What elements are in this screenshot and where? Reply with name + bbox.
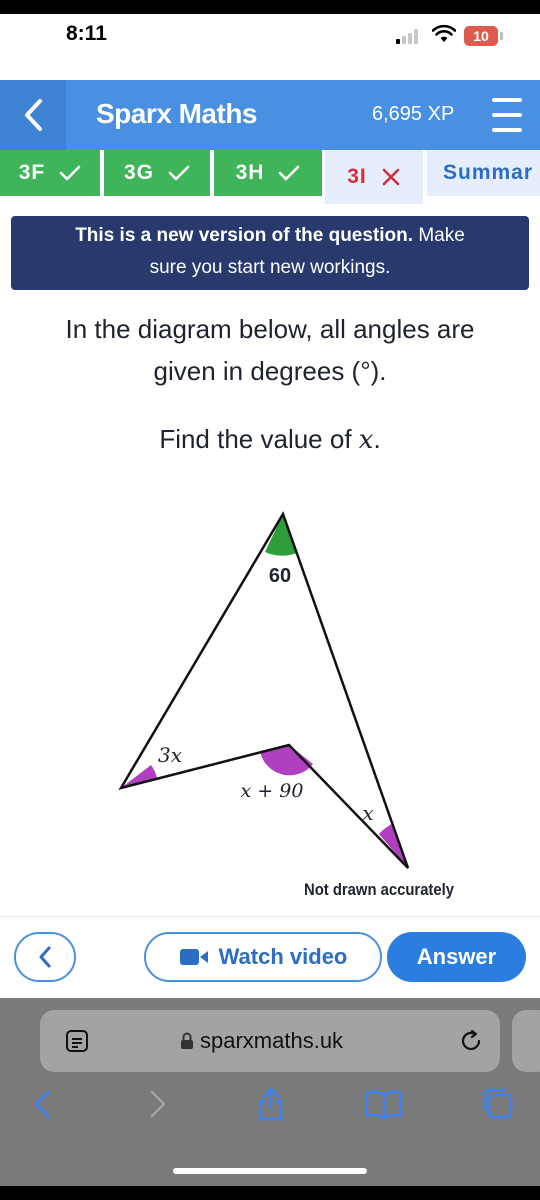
next-tab-preview[interactable] bbox=[512, 1010, 540, 1072]
xp-counter: 6,695 XP bbox=[372, 103, 455, 125]
question-line-2: given in degrees (°). bbox=[153, 356, 387, 386]
lock-icon bbox=[180, 1032, 194, 1050]
chevron-left-icon bbox=[37, 945, 53, 969]
tab-label: 3F bbox=[18, 161, 46, 184]
tab-label: 3G bbox=[123, 161, 154, 184]
share-icon[interactable] bbox=[255, 1086, 287, 1122]
browser-toolbar bbox=[0, 1086, 540, 1130]
angle-diagram bbox=[0, 500, 540, 910]
not-drawn-note: Not drawn accurately bbox=[304, 880, 455, 899]
home-indicator[interactable] bbox=[173, 1168, 367, 1174]
question-text bbox=[0, 308, 540, 392]
watch-video-label: Watch video bbox=[218, 944, 348, 969]
tab-3h[interactable] bbox=[214, 150, 322, 196]
cross-icon bbox=[381, 167, 401, 187]
tab-3g[interactable] bbox=[104, 150, 210, 196]
status-bar bbox=[0, 14, 540, 80]
answer-button[interactable]: Answer bbox=[387, 932, 526, 982]
tab-label: 3I bbox=[347, 165, 367, 188]
check-icon bbox=[278, 164, 300, 182]
angle-label-top: 60 bbox=[268, 565, 292, 587]
find-prefix: Find the value of bbox=[159, 424, 359, 454]
menu-icon-bar bbox=[492, 98, 522, 102]
top-black-band bbox=[0, 0, 540, 14]
browser-chrome bbox=[0, 998, 540, 1200]
browser-forward-icon[interactable] bbox=[146, 1086, 170, 1122]
battery-nub bbox=[500, 32, 503, 40]
menu-icon-bar bbox=[492, 113, 522, 117]
back-button[interactable] bbox=[0, 80, 66, 150]
tab-3i[interactable] bbox=[325, 150, 423, 204]
task-tabs bbox=[0, 150, 540, 204]
menu-icon-bar bbox=[492, 128, 522, 132]
angle-label-reflex: x + 90 bbox=[240, 780, 304, 802]
signal-icon bbox=[396, 28, 422, 44]
bottom-action-bar bbox=[0, 917, 540, 997]
chevron-left-icon bbox=[22, 98, 44, 132]
wifi-icon bbox=[432, 24, 456, 44]
notice-bold-text: This is a new version of the question. bbox=[75, 225, 414, 246]
address-bar[interactable] bbox=[40, 1010, 500, 1072]
question-line-1: In the diagram below, all angles are bbox=[65, 314, 475, 344]
reload-icon[interactable] bbox=[458, 1028, 484, 1054]
page-menu-icon bbox=[64, 1028, 90, 1054]
notice-line-2: sure you start new workings. bbox=[149, 257, 391, 278]
browser-back-icon[interactable] bbox=[30, 1086, 54, 1122]
app-title: Sparx Maths bbox=[96, 98, 257, 129]
find-variable: x bbox=[358, 425, 374, 455]
tab-3f[interactable] bbox=[0, 150, 100, 196]
menu-button[interactable] bbox=[486, 98, 528, 132]
app-bar bbox=[0, 80, 540, 150]
angle-label-left: 3x bbox=[157, 743, 183, 767]
tab-label: 3H bbox=[235, 161, 265, 184]
notice-text: Make bbox=[413, 225, 465, 246]
find-suffix: . bbox=[373, 424, 381, 454]
find-instruction bbox=[0, 424, 540, 455]
url-text: sparxmaths.uk bbox=[200, 1028, 344, 1053]
tab-summary[interactable] bbox=[427, 150, 540, 196]
bookmarks-icon[interactable] bbox=[364, 1086, 404, 1122]
previous-button[interactable] bbox=[14, 932, 76, 982]
new-version-notice bbox=[11, 216, 529, 290]
tab-label: Summar bbox=[443, 161, 534, 184]
url-text-wrap bbox=[180, 1028, 343, 1054]
tabs-overview-icon[interactable] bbox=[480, 1086, 516, 1122]
notice-line-1 bbox=[11, 220, 529, 252]
video-camera-icon bbox=[179, 947, 209, 967]
check-icon bbox=[168, 164, 190, 182]
bottom-black-band bbox=[0, 1186, 540, 1200]
watch-video-button[interactable] bbox=[144, 932, 382, 982]
check-icon bbox=[59, 164, 81, 182]
angle-label-bottom: x bbox=[362, 801, 374, 825]
status-time: 8:11 bbox=[66, 22, 107, 45]
battery-icon: 10 bbox=[464, 26, 498, 46]
